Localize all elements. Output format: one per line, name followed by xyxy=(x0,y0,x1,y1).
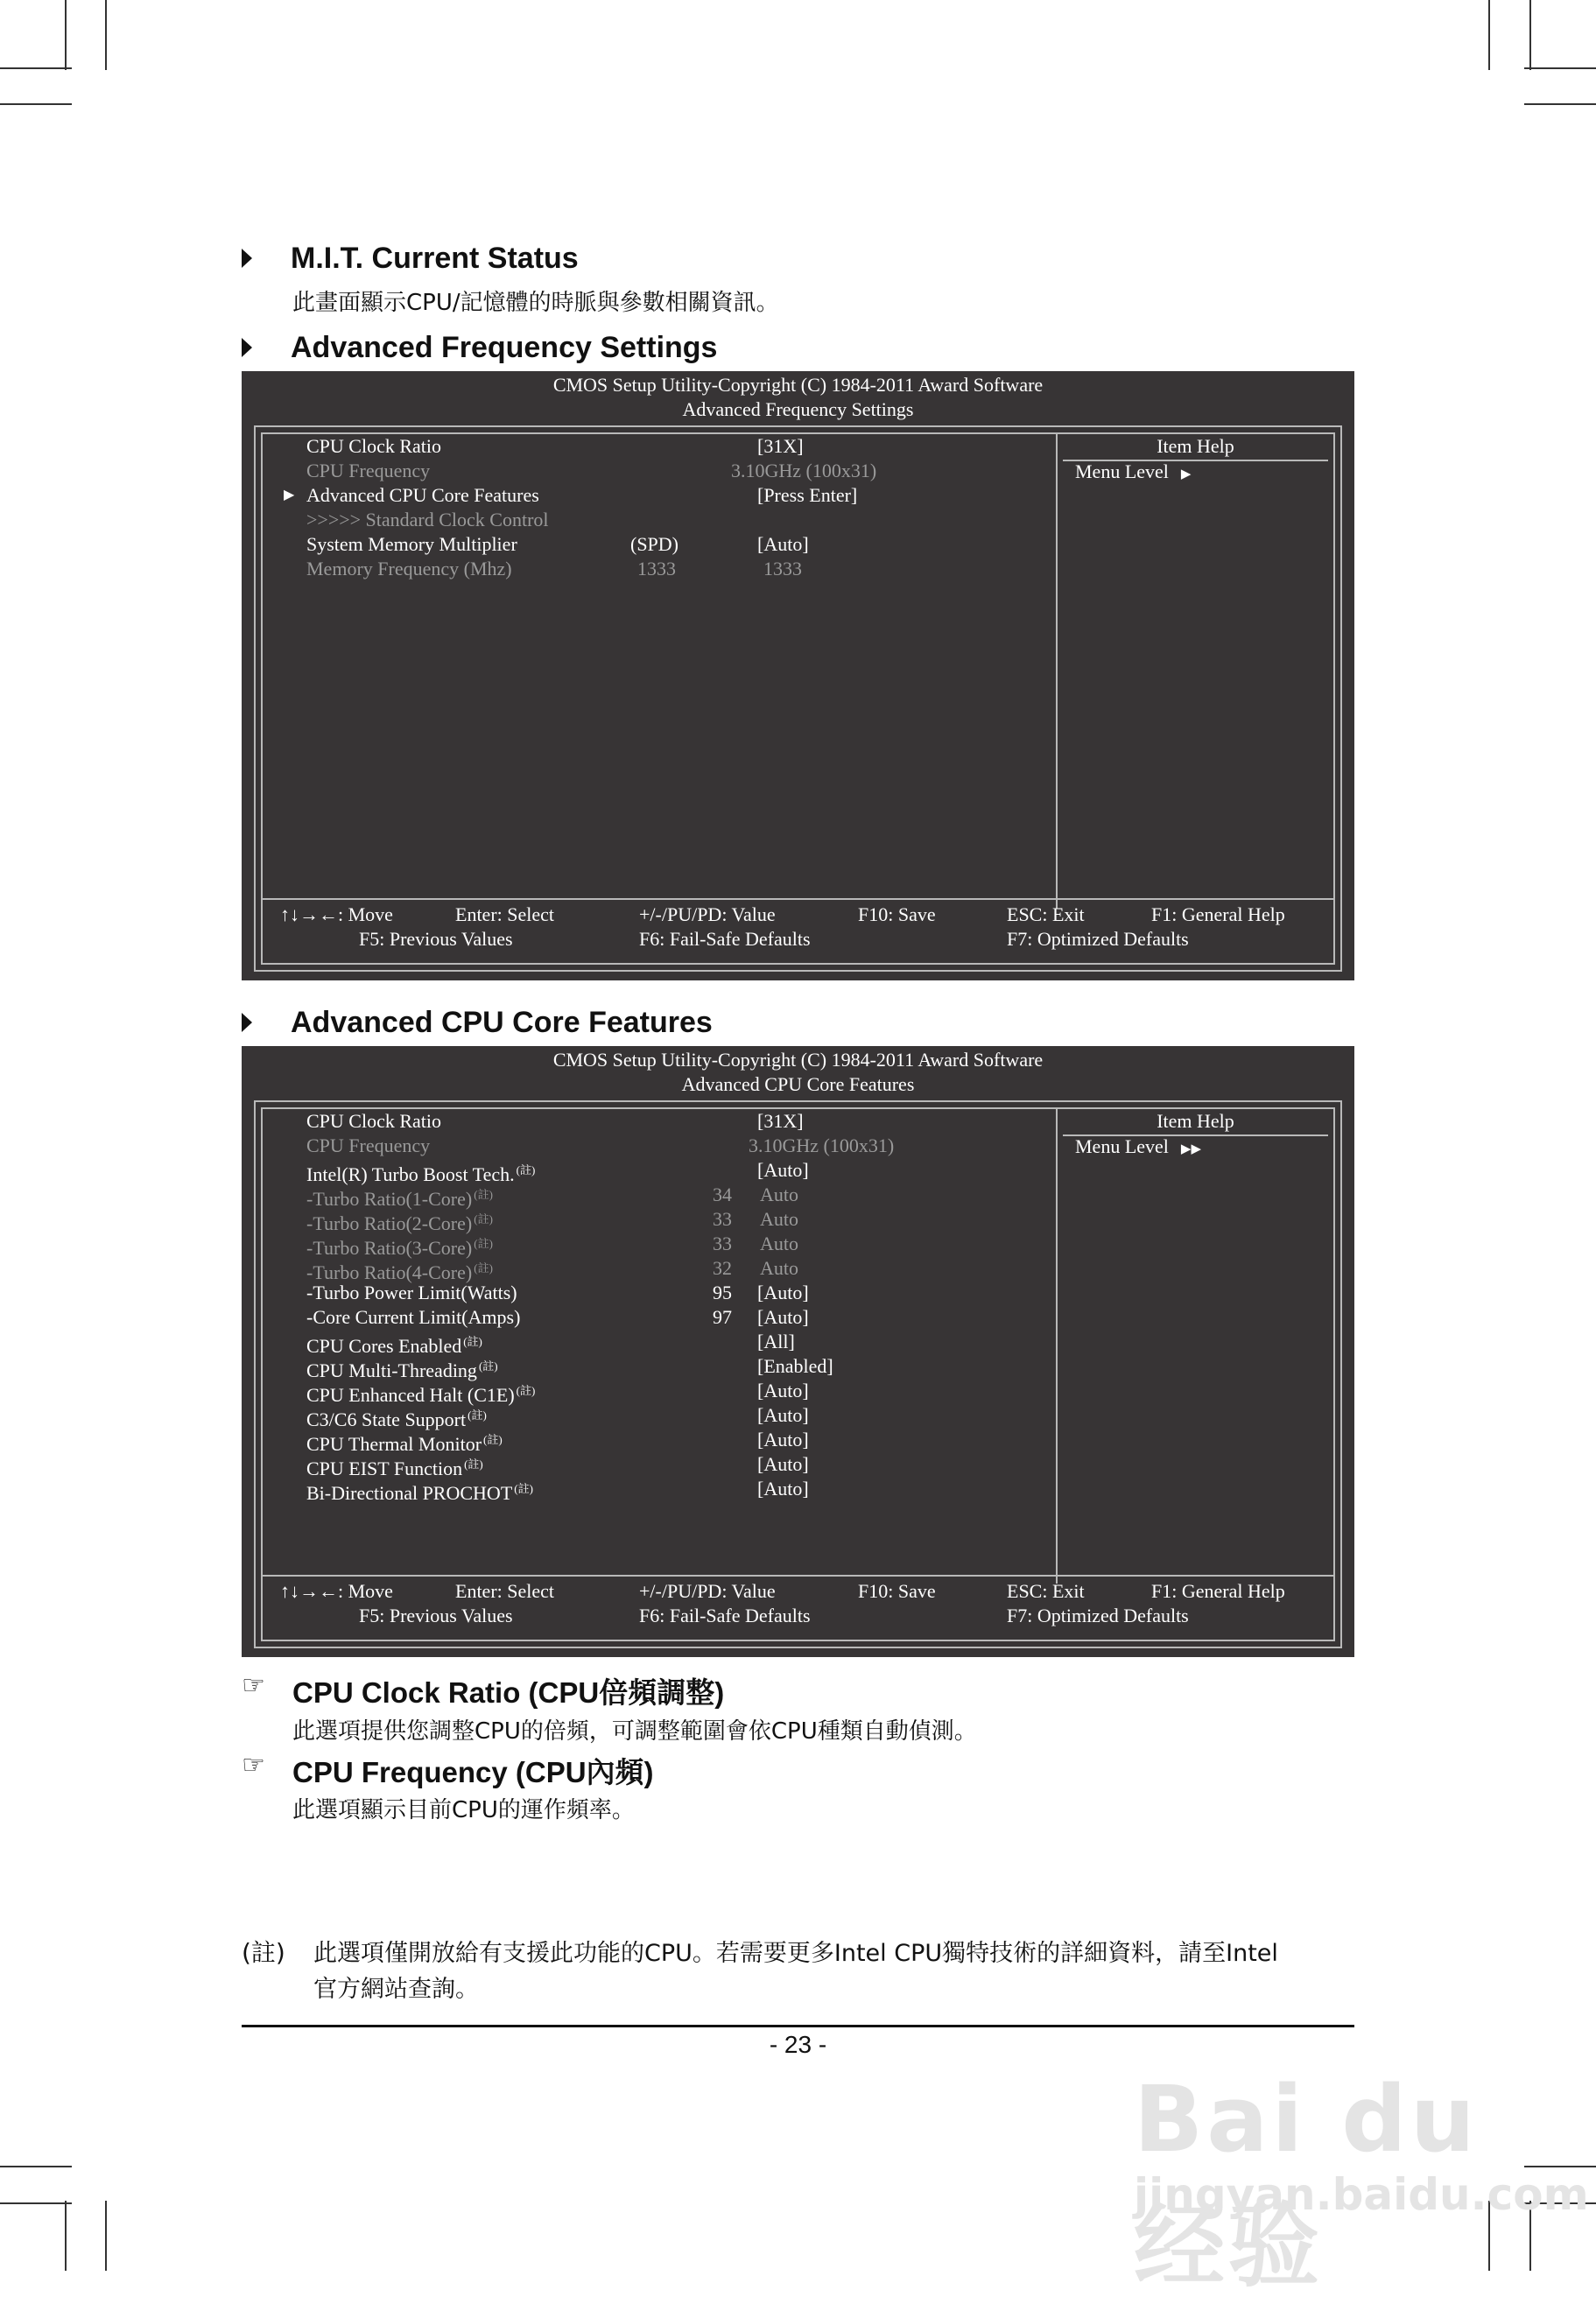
bios-value-cpu-clock-ratio[interactable]: [31X] xyxy=(757,435,804,457)
bios2-value-turbo-power[interactable]: [Auto] xyxy=(757,1282,809,1303)
bios-header-line1: CMOS Setup Utility-Copyright (C) 1984-2011 Award Software xyxy=(552,374,1044,396)
key-esc: ESC: Exit xyxy=(1007,903,1085,925)
bios-value-mem-frequency: 1333 xyxy=(763,558,802,580)
key-value: +/-/PU/PD: Value xyxy=(639,1580,776,1602)
bios-item-adv-cpu-core[interactable]: Advanced CPU Core Features xyxy=(306,484,539,506)
option-title-frequency: CPU Frequency (CPU內頻) xyxy=(292,1756,654,1788)
bios-value-adv-cpu-core[interactable]: [Press Enter] xyxy=(757,484,858,506)
key-value: +/-/PU/PD: Value xyxy=(639,903,776,925)
crop-mark xyxy=(1488,0,1490,70)
bios2-item-turbo-ratio-2: -Turbo Ratio(2-Core) $^{(註)}$ xyxy=(306,1212,493,1234)
bios-frame xyxy=(254,425,1342,972)
bios-header-line2: Advanced Frequency Settings xyxy=(682,398,914,420)
bios-mid-mem-frequency: 1333 xyxy=(637,558,676,580)
crop-mark xyxy=(1524,103,1596,105)
bios2-value-cores-enabled[interactable]: [All] xyxy=(757,1331,795,1352)
bios-screen-adv-freq xyxy=(242,371,1354,980)
item-help-title: Item Help xyxy=(1063,1109,1328,1136)
watermark-brand: Bai du 经验 xyxy=(1134,2066,1479,2300)
bios2-value-turbo-ratio-1: Auto xyxy=(760,1184,798,1205)
key-enter: Enter: Select xyxy=(455,1580,555,1602)
menu-level: Menu Level ▶ xyxy=(1075,460,1192,482)
bios-value-mem-multiplier[interactable]: [Auto] xyxy=(757,533,809,555)
key-f1: F1: General Help xyxy=(1151,903,1285,925)
key-enter: Enter: Select xyxy=(455,903,555,925)
bios-item-cpu-clock-ratio[interactable]: CPU Clock Ratio xyxy=(306,435,442,457)
key-f6: F6: Fail-Safe Defaults xyxy=(639,1605,811,1626)
bios2-value-turbo-ratio-4: Auto xyxy=(760,1257,798,1279)
bios2-value-core-current[interactable]: [Auto] xyxy=(757,1306,809,1328)
bios2-item-cores-enabled[interactable]: CPU Cores Enabled $^{(註)}$ xyxy=(306,1335,482,1357)
bios-item-standard-clock: >>>>> Standard Clock Control xyxy=(306,509,549,530)
bios2-value-turbo-ratio-2: Auto xyxy=(760,1208,798,1230)
bios2-value-turbo-boost[interactable]: [Auto] xyxy=(757,1159,809,1181)
note-line-1: 此選項僅開放給有支援此功能的CPU。若需要更多Intel CPU獨特技術的詳細資料，請至Intel xyxy=(313,1940,1278,1967)
page-number: - 23 - xyxy=(769,2031,827,2058)
bios-frame xyxy=(254,1100,1342,1648)
key-f5: F5: Previous Values xyxy=(359,1605,513,1626)
key-f1: F1: General Help xyxy=(1151,1580,1285,1602)
pointing-hand-icon: ☞ xyxy=(242,1670,265,1701)
item-help-panel xyxy=(1056,1109,1333,1584)
menu-level-arrow-icon: ▶ xyxy=(1180,467,1192,481)
key-f5: F5: Previous Values xyxy=(359,928,513,950)
bios2-item-turbo-boost[interactable]: Intel(R) Turbo Boost Tech. $^{(註)}$ xyxy=(306,1163,536,1185)
bios2-value-thermal-monitor[interactable]: [Auto] xyxy=(757,1429,809,1451)
key-move: ↑↓→←: Move xyxy=(280,1580,393,1602)
bios2-item-prochot[interactable]: Bi-Directional PROCHOT $^{(註)}$ xyxy=(306,1482,533,1504)
menu-level: Menu Level ▶▶ xyxy=(1075,1135,1201,1157)
note-mark: (註) xyxy=(242,1938,285,1967)
crop-mark xyxy=(1529,0,1531,70)
menu-level-double-arrow-icon: ▶▶ xyxy=(1180,1142,1201,1156)
bios-screen-adv-cpu xyxy=(242,1046,1354,1657)
key-f6: F6: Fail-Safe Defaults xyxy=(639,928,811,950)
bios2-mid-turbo-power: 95 xyxy=(713,1282,732,1303)
bios-footer xyxy=(263,1575,1333,1640)
pointing-hand-icon: ☞ xyxy=(242,1750,265,1781)
bios2-mid-turbo-ratio-1: 34 xyxy=(713,1184,732,1205)
bios2-item-c1e[interactable]: CPU Enhanced Halt (C1E) $^{(註)}$ xyxy=(306,1384,536,1406)
bios2-value-turbo-ratio-3: Auto xyxy=(760,1233,798,1254)
key-f7: F7: Optimized Defaults xyxy=(1007,928,1189,950)
bios-inner-frame xyxy=(261,432,1335,965)
bios2-value-cpu-clock-ratio[interactable]: [31X] xyxy=(757,1110,804,1132)
bios2-value-multithreading[interactable]: [Enabled] xyxy=(757,1355,833,1377)
crop-mark xyxy=(0,103,72,105)
submenu-arrow-icon: ▶ xyxy=(284,488,295,502)
bios2-item-c3c6[interactable]: C3/C6 State Support $^{(註)}$ xyxy=(306,1408,487,1430)
bios2-mid-turbo-ratio-3: 33 xyxy=(713,1233,732,1254)
bios2-item-turbo-ratio-1: -Turbo Ratio(1-Core) $^{(註)}$ xyxy=(306,1188,493,1210)
triangle-bullet-icon xyxy=(242,338,252,357)
key-f7: F7: Optimized Defaults xyxy=(1007,1605,1189,1626)
bios2-value-prochot[interactable]: [Auto] xyxy=(757,1478,809,1500)
bios-header-line2: Advanced CPU Core Features xyxy=(681,1073,915,1095)
section-adv-cpu: Advanced CPU Core Features xyxy=(242,1004,713,1041)
crop-mark xyxy=(1524,67,1596,69)
bios2-mid-turbo-ratio-4: 32 xyxy=(713,1257,732,1279)
bios2-item-core-current[interactable]: -Core Current Limit(Amps) xyxy=(306,1306,521,1328)
triangle-bullet-icon xyxy=(242,1013,252,1032)
bios-item-mem-frequency: Memory Frequency (Mhz) xyxy=(306,558,512,580)
crop-mark xyxy=(105,2201,107,2271)
triangle-bullet-icon xyxy=(242,249,252,268)
bios2-value-c3c6[interactable]: [Auto] xyxy=(757,1404,809,1426)
key-move: ↑↓→←: Move xyxy=(280,903,393,925)
key-f10: F10: Save xyxy=(858,1580,936,1602)
key-esc: ESC: Exit xyxy=(1007,1580,1085,1602)
watermark-url: jingyan.baidu.com xyxy=(1134,2169,1589,2220)
note-line-2: 官方網站查詢。 xyxy=(313,1976,479,2003)
crop-mark xyxy=(0,2166,72,2167)
option-desc-frequency: 此選項顯示目前CPU的運作頻率。 xyxy=(292,1797,635,1823)
bios-inner-frame xyxy=(261,1107,1335,1641)
bios2-item-cpu-clock-ratio[interactable]: CPU Clock Ratio xyxy=(306,1110,442,1132)
crop-mark xyxy=(0,67,72,69)
section-adv-freq: Advanced Frequency Settings xyxy=(242,329,717,366)
bios2-item-thermal-monitor[interactable]: CPU Thermal Monitor $^{(註)}$ xyxy=(306,1433,503,1455)
bios-mid-mem-multiplier: (SPD) xyxy=(630,533,679,555)
bios2-item-multithreading[interactable]: CPU Multi-Threading $^{(註)}$ xyxy=(306,1359,498,1381)
item-help-title: Item Help xyxy=(1063,434,1328,461)
bios2-item-turbo-ratio-4: -Turbo Ratio(4-Core) $^{(註)}$ xyxy=(306,1261,493,1283)
bios-footer xyxy=(263,898,1333,963)
footer-rule xyxy=(242,2025,1354,2027)
item-help-panel xyxy=(1056,434,1333,909)
bios2-item-eist[interactable]: CPU EIST Function $^{(註)}$ xyxy=(306,1458,483,1479)
mit-status-description: 此畫面顯示CPU/記憶體的時脈與參數相關資訊。 xyxy=(292,290,779,316)
crop-mark xyxy=(105,0,107,70)
bios-value-cpu-frequency: 3.10GHz (100x31) xyxy=(731,460,877,481)
crop-mark xyxy=(65,2201,67,2271)
key-f10: F10: Save xyxy=(858,903,936,925)
bios2-value-c1e[interactable]: [Auto] xyxy=(757,1380,809,1401)
bios2-item-cpu-frequency: CPU Frequency xyxy=(306,1134,431,1156)
bios2-item-turbo-power[interactable]: -Turbo Power Limit(Watts) xyxy=(306,1282,517,1303)
option-title-clock-ratio: CPU Clock Ratio (CPU倍頻調整) xyxy=(292,1676,725,1709)
bios2-mid-core-current: 97 xyxy=(713,1306,732,1328)
bios-item-cpu-frequency: CPU Frequency xyxy=(306,460,431,481)
bios2-item-turbo-ratio-3: -Turbo Ratio(3-Core) $^{(註)}$ xyxy=(306,1237,493,1259)
crop-mark xyxy=(65,0,67,70)
crop-mark xyxy=(0,2202,72,2204)
bios2-value-cpu-frequency: 3.10GHz (100x31) xyxy=(749,1134,895,1156)
option-desc-clock-ratio: 此選項提供您調整CPU的倍頻，可調整範圍會依CPU種類自動偵測。 xyxy=(292,1718,977,1745)
bios2-value-eist[interactable]: [Auto] xyxy=(757,1453,809,1475)
section-mit-status: M.I.T. Current Status xyxy=(242,240,579,277)
bios-item-mem-multiplier[interactable]: System Memory Multiplier xyxy=(306,533,517,555)
bios2-mid-turbo-ratio-2: 33 xyxy=(713,1208,732,1230)
bios-header-line1: CMOS Setup Utility-Copyright (C) 1984-2011 Award Software xyxy=(552,1049,1044,1071)
